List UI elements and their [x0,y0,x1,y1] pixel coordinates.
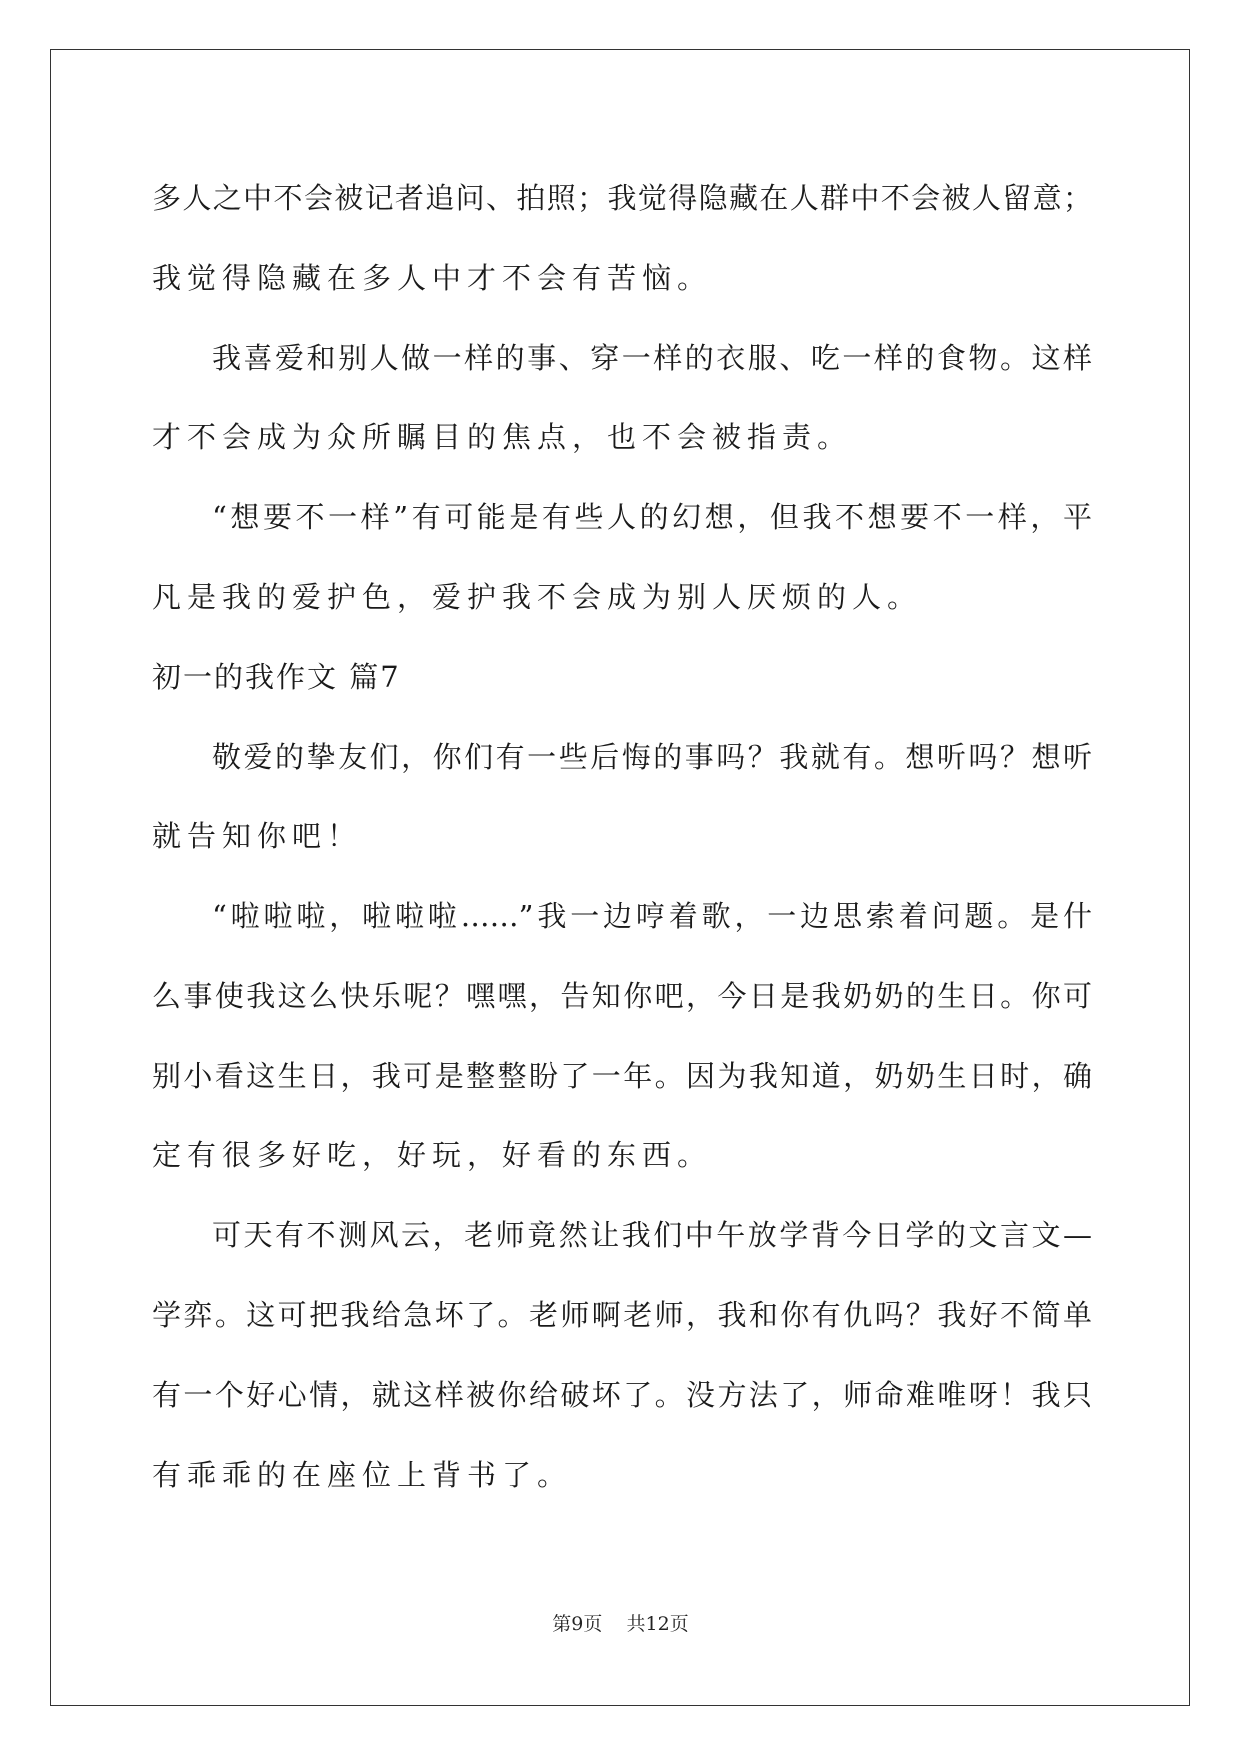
text-line: 有一个好心情，就这样被你给破坏了。没方法了，师命难唯呀！我只 [152,1378,1092,1412]
text-line: 定有很多好吃，好玩，好看的东西。 [152,1138,713,1172]
section-heading: 初一的我作文 篇7 [152,660,401,694]
text-line: 别小看这生日，我可是整整盼了一年。因为我知道，奶奶生日时，确 [152,1059,1092,1093]
text-line: 凡是我的爱护色，爱护我不会成为别人厌烦的人。 [152,580,923,614]
text-line: 我觉得隐藏在多人中才不会有苦恼。 [152,261,713,295]
page-total: 共12页 [626,1613,689,1635]
page-number: 第9页 [552,1613,603,1635]
text-line: 么事使我这么快乐呢？嘿嘿，告知你吧，今日是我奶奶的生日。你可 [152,979,1092,1013]
paragraph-first-line: “啦啦啦，啦啦啦……”我一边哼着歌，一边思索着问题。是什 [212,899,1092,933]
text-line: 学弈。这可把我给急坏了。老师啊老师，我和你有仇吗？我好不简单 [152,1298,1092,1332]
paragraph-first-line: “想要不一样”有可能是有些人的幻想，但我不想要不一样，平 [212,500,1092,534]
paragraph-first-line: 我喜爱和别人做一样的事、穿一样的衣服、吃一样的食物。这样 [212,341,1092,375]
text-line: 多人之中不会被记者追问、拍照；我觉得隐藏在人群中不会被人留意； [152,181,1092,215]
paragraph-first-line: 可天有不测风云，老师竟然让我们中午放学背今日学的文言文— [212,1218,1092,1252]
text-line: 就告知你吧！ [152,819,363,853]
paragraph-first-line: 敬爱的挚友们，你们有一些后悔的事吗？我就有。想听吗？想听 [212,740,1092,774]
text-line: 才不会成为众所瞩目的焦点，也不会被指责。 [152,420,853,454]
page-footer [0,1612,1241,1636]
text-line: 有乖乖的在座位上背书了。 [152,1458,573,1492]
